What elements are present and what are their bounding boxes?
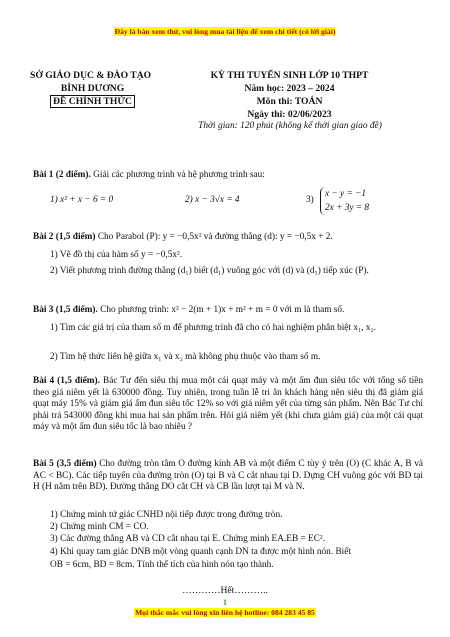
exam-date: Ngày thi: 02/06/2023 xyxy=(247,109,332,120)
preview-banner: Đây là bản xem thử, vui lòng mua tài liệu để xem chi tiết (có lời giải) xyxy=(114,27,336,36)
question-4: Bài 4 (1,5 điểm). Bác Tư đến siêu thị mua một cái quạt máy và một ấm đun siêu tốc với tổng số tiền theo giá niêm yết là 630000 đồng. Tuy nhiên, trong tuần lễ tri ân khách hàng nên siêu thị đã giảm giá quạt máy 15% và giảm giá ấm đun siêu tốc 12% so với giá niêm yết của từng sản phẩm. Nên Bác Tư chỉ phải trả 543000 đồng khi mua hai sản phẩm trên. Hỏi giá niêm yết (khi chưa giảm giá) của một cái quạt máy và một ấm đun siêu tốc là bao nhiêu ? xyxy=(33,376,423,433)
q1-system-label: 3) xyxy=(306,195,314,205)
question-2: Bài 2 (1,5 điểm) Cho Parabol (P): y = −0,5x² và đường thẳng (d): y = −0,5x + 2. xyxy=(33,232,333,242)
end-marker: …………Hết……….. xyxy=(182,585,268,596)
question-3: Bài 3 (1,5 điểm). Cho phương trình: x² − 2(m + 1)x + m² + m = 0 với m là tham số. xyxy=(33,305,345,315)
q2-part-1: 1) Vẽ đồ thị của hàm số y = −0,5x². xyxy=(50,250,183,260)
q1-equation-2: 2) x − 3√x = 4 xyxy=(185,195,240,205)
official-label: ĐỀ CHÍNH THỨC xyxy=(30,96,155,107)
school-year: Năm học: 2023 – 2024 xyxy=(244,83,335,94)
q2-part-2: 2) Viết phương trình đường thẳng (d₁) biết (d₁) vuông góc với (d) và (d₁) tiếp xúc (P). xyxy=(50,266,369,276)
question-5: Bài 5 (3,5 điểm) Cho đường tròn tâm O đường kính AB và một điểm C tùy ý trên (O) (C khác A, B và AC < BC). Các tiếp tuyến của đường tròn (O) tại B và C cắt nhau tại D. Dựng CH vuông góc với BD tại H (H nằm trên BD). Đường thẳng DO cắt CH và CB lần lượt tại M và N. xyxy=(33,459,423,493)
hotline-banner: Mọi thắc mắc vui lòng xin liên hệ hotline: 084 283 45 85 xyxy=(135,608,315,617)
q3-part-2: 2) Tìm hệ thức liên hệ giữa x₁ và x₂ mà không phụ thuộc vào tham số m. xyxy=(50,352,321,362)
page-number: 1 xyxy=(223,598,227,607)
exam-duration: Thời gian: 120 phút (không kể thời gian giao đề) xyxy=(198,121,382,131)
subject: Môn thi: TOÁN xyxy=(256,96,323,107)
q5-part-4: 4) Khi quay tam giác DNB một vòng quanh cạnh DN ta được một hình nón. Biết xyxy=(50,547,351,557)
q5-part-2: 2) Chứng minh CM = CO. xyxy=(50,522,149,532)
exam-title: KỲ THI TUYỂN SINH LỚP 10 THPT xyxy=(210,70,369,81)
q5-part-1: 1) Chứng minh tứ giác CNHD nội tiếp được trong đường tròn. xyxy=(50,510,283,520)
q5-part-4-continued: OB = 6cm, BD = 8cm. Tính thể tích của hình nón tạo thành. xyxy=(50,560,274,570)
question-1: Bài 1 (2 điểm). Giải các phương trình và hệ phương trình sau: xyxy=(33,170,265,180)
q1-equation-1: 1) x² + x − 6 = 0 xyxy=(50,195,114,205)
province-name: BÌNH DƯƠNG xyxy=(60,83,125,94)
q1-equation-system: x − y = −1 2x + 3y = 8 xyxy=(320,187,369,215)
department-name: SỞ GIÁO DỤC & ĐÀO TẠO xyxy=(30,70,152,81)
q5-part-3: 3) Các đường thẳng AB và CD cắt nhau tại E. Chứng minh EA.EB = EC². xyxy=(50,534,326,544)
q3-part-1: 1) Tìm các giá trị của tham số m để phương trình đã cho có hai nghiệm phân biệt x₁, x₂. xyxy=(50,323,377,333)
